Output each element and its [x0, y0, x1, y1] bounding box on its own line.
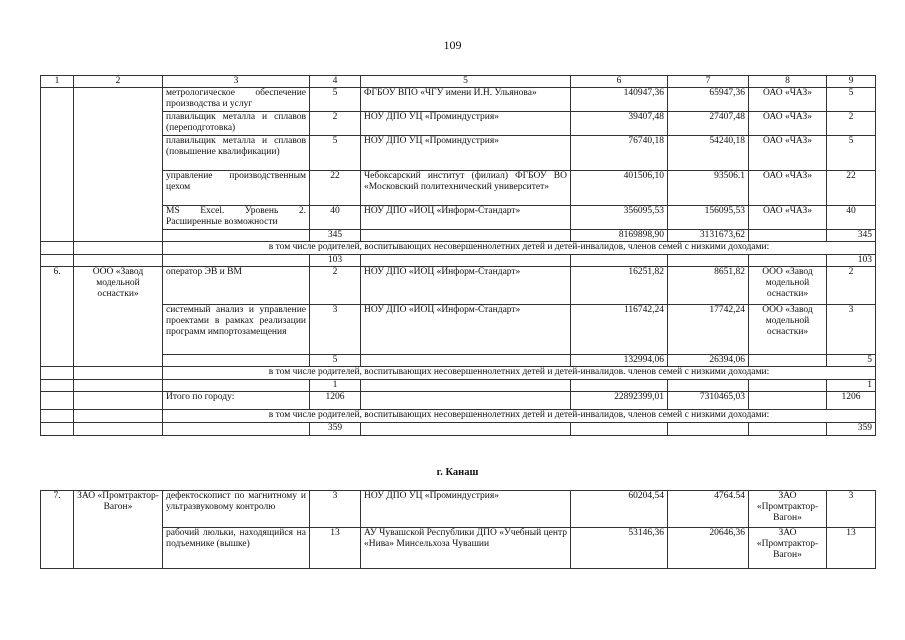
employer-cell: ОАО «ЧАЗ» [749, 88, 827, 112]
provider-cell: НОУ ДПО «ИОЦ «Информ-Стандарт» [361, 267, 571, 305]
city-title: г. Канаш [436, 467, 479, 478]
empty-cell [41, 380, 74, 392]
provider-cell: НОУ ДПО УЦ «Проминдустрия» [361, 491, 571, 528]
empty-cell [749, 392, 827, 410]
subsidy-cell: 4764.54 [668, 491, 749, 528]
empty-cell [41, 423, 74, 436]
table-row [41, 171, 876, 206]
city-total-subsidy: 7310465,03 [668, 392, 749, 410]
provider-cell: АУ Чувашской Республики ДПО «Учебный центр «Нива» Минсельхоза Чувашии [361, 528, 571, 569]
cost-cell: 116742,24 [571, 305, 668, 355]
empty-cell [361, 355, 571, 367]
table-row [41, 88, 876, 112]
employed-cell: 40 [827, 206, 876, 230]
employed-cell: 2 [827, 112, 876, 136]
count-cell: 40 [310, 206, 361, 230]
course-cell: плавильщик металла и сплавов (переподготовка) [163, 112, 310, 136]
header-cell: 5 [361, 76, 571, 88]
empty-cell [163, 355, 310, 367]
page-number: 109 [443, 38, 462, 52]
empty-cell [163, 255, 310, 267]
empty-cell [749, 355, 827, 367]
empty-cell [668, 255, 749, 267]
subtotal-employed: 345 [827, 230, 876, 242]
employed-cell: 5 [827, 136, 876, 171]
count-cell: 5 [310, 88, 361, 112]
org-cell [74, 88, 163, 242]
empty-cell [668, 380, 749, 392]
course-cell: рабочий люльки, находящийся на подъемнике (вышке) [163, 528, 310, 569]
note-row [41, 367, 876, 380]
subtotal-employed: 5 [827, 355, 876, 367]
empty-cell [74, 242, 163, 255]
subtotal-row [41, 355, 876, 367]
empty-cell [361, 392, 571, 410]
empty-cell [749, 423, 827, 436]
subsidy-cell: 17742,24 [668, 305, 749, 355]
empty-cell [571, 380, 668, 392]
course-cell: дефектоскопист по магнитному и ультразвуковому контролю [163, 491, 310, 528]
count-cell: 2 [310, 267, 361, 305]
parents-employed: 359 [827, 423, 876, 436]
employer-cell: ОАО «ЧАЗ» [749, 136, 827, 171]
provider-cell: ФГБОУ ВПО «ЧГУ имени И.Н. Ульянова» [361, 88, 571, 112]
empty-cell [571, 423, 668, 436]
table-row [41, 491, 876, 528]
header-cell: 2 [74, 76, 163, 88]
count-cell: 22 [310, 171, 361, 206]
training-table-kanash [40, 490, 876, 569]
cost-cell: 39407,48 [571, 112, 668, 136]
subtotal-subsidy: 3131673,62 [668, 230, 749, 242]
parents-row [41, 380, 876, 392]
subsidy-cell: 27407,48 [668, 112, 749, 136]
parents-note: в том числе родителей, воспитывающих несовершеннолетних детей и детей-инвалидов, членов семей с низкими доходами: [163, 242, 876, 255]
empty-cell [41, 242, 74, 255]
provider-cell: НОУ ДПО УЦ «Проминдустрия» [361, 112, 571, 136]
empty-cell [74, 380, 163, 392]
course-cell: оператор ЭВ и ВМ [163, 267, 310, 305]
provider-cell: Чебоксарский институт (филиал) ФГБОУ ВО «Московский политехнический университет» [361, 171, 571, 206]
course-cell: MS Excel. Уровень 2. Расширенные возможности [163, 206, 310, 230]
empty-cell [361, 423, 571, 436]
employer-cell: ОАО «ЧАЗ» [749, 112, 827, 136]
parents-employed: 103 [827, 255, 876, 267]
empty-cell [41, 255, 74, 267]
org-cell: ЗАО «Промтрактор-Вагон» [74, 491, 163, 569]
cost-cell: 140947,36 [571, 88, 668, 112]
employed-cell: 5 [827, 88, 876, 112]
empty-cell [41, 367, 74, 380]
employer-cell: ЗАО «Промтрактор-Вагон» [749, 528, 827, 569]
empty-cell [74, 255, 163, 267]
provider-cell: НОУ ДПО «ИОЦ «Информ-Стандарт» [361, 206, 571, 230]
city-total-count: 1206 [310, 392, 361, 410]
cost-cell: 356095,53 [571, 206, 668, 230]
note-row [41, 242, 876, 255]
count-cell: 3 [310, 305, 361, 355]
header-cell: 6 [571, 76, 668, 88]
table-row [41, 136, 876, 171]
empty-cell [163, 423, 310, 436]
subtotal-row [41, 230, 876, 242]
employer-cell: ОАО «ЧАЗ» [749, 171, 827, 206]
cost-cell: 53146,36 [571, 528, 668, 569]
subtotal-cost: 8169898,90 [571, 230, 668, 242]
empty-cell [74, 367, 163, 380]
course-cell: метрологическое обеспечение производства и услуг [163, 88, 310, 112]
employer-cell: ООО «Завод модельной оснастки» [749, 305, 827, 355]
course-cell: плавильщик металла и сплавов (повышение квалификации) [163, 136, 310, 171]
employed-cell: 13 [827, 528, 876, 569]
employed-cell: 3 [827, 305, 876, 355]
training-table [40, 75, 876, 436]
employer-cell: ЗАО «Промтрактор-Вагон» [749, 491, 827, 528]
parents-note: в том числе родителей, воспитывающих несовершеннолетних детей и детей-инвалидов, членов семей с низкими доходами: [163, 410, 876, 423]
count-cell: 3 [310, 491, 361, 528]
empty-cell [361, 230, 571, 242]
parents-note: в том числе родителей, воспитывающих несовершеннолетних детей и детей-инвалидов. членов семей с низкими доходами: [163, 367, 876, 380]
header-cell: 7 [668, 76, 749, 88]
provider-cell: НОУ ДПО УЦ «Проминдустрия» [361, 136, 571, 171]
parents-count: 1 [310, 380, 361, 392]
header-cell: 9 [827, 76, 876, 88]
parents-row [41, 255, 876, 267]
empty-cell [74, 410, 163, 423]
parents-count: 359 [310, 423, 361, 436]
subtotal-cost: 132994,06 [571, 355, 668, 367]
subsidy-cell: 20646,36 [668, 528, 749, 569]
table-row [41, 267, 876, 305]
cost-cell: 401506,10 [571, 171, 668, 206]
empty-cell [361, 380, 571, 392]
subsidy-cell: 65947,36 [668, 88, 749, 112]
empty-cell [163, 230, 310, 242]
table-row [41, 528, 876, 569]
employed-cell: 2 [827, 267, 876, 305]
header-cell: 4 [310, 76, 361, 88]
empty-cell [74, 392, 163, 410]
subsidy-cell: 93506.1 [668, 171, 749, 206]
subtotal-subsidy: 26394,06 [668, 355, 749, 367]
cost-cell: 60204,54 [571, 491, 668, 528]
employer-cell: ОАО «ЧАЗ» [749, 206, 827, 230]
subsidy-cell: 8651,82 [668, 267, 749, 305]
num-cell: 6. [41, 267, 74, 367]
employed-cell: 3 [827, 491, 876, 528]
count-cell: 13 [310, 528, 361, 569]
table-row [41, 206, 876, 230]
header-cell: 3 [163, 76, 310, 88]
org-cell: ООО «Завод модельной оснастки» [74, 267, 163, 367]
header-row [41, 76, 876, 88]
empty-cell [749, 380, 827, 392]
cost-cell: 16251,82 [571, 267, 668, 305]
subtotal-count: 345 [310, 230, 361, 242]
table-row [41, 112, 876, 136]
header-cell: 8 [749, 76, 827, 88]
empty-cell [668, 423, 749, 436]
num-cell: 7. [41, 491, 74, 569]
count-cell: 2 [310, 112, 361, 136]
parents-employed: 1 [827, 380, 876, 392]
empty-cell [41, 392, 74, 410]
employer-cell: ООО «Завод модельной оснастки» [749, 267, 827, 305]
empty-cell [74, 423, 163, 436]
city-total-label: Итого по городу: [163, 392, 310, 410]
city-total-row [41, 392, 876, 410]
provider-cell: НОУ ДПО «ИОЦ «Информ-Стандарт» [361, 305, 571, 355]
empty-cell [749, 255, 827, 267]
empty-cell [41, 410, 74, 423]
empty-cell [571, 255, 668, 267]
empty-cell [163, 380, 310, 392]
header-cell: 1 [41, 76, 74, 88]
course-cell: управление производственным цехом [163, 171, 310, 206]
city-total-cost: 22892399,01 [571, 392, 668, 410]
parents-count: 103 [310, 255, 361, 267]
parents-row [41, 423, 876, 436]
course-cell: системный анализ и управление проектами в рамках реализации программ импортозамещения [163, 305, 310, 355]
count-cell: 5 [310, 136, 361, 171]
subtotal-count: 5 [310, 355, 361, 367]
cost-cell: 76740,18 [571, 136, 668, 171]
subsidy-cell: 156095,53 [668, 206, 749, 230]
empty-cell [749, 230, 827, 242]
empty-cell [361, 255, 571, 267]
table-row [41, 305, 876, 355]
employed-cell: 22 [827, 171, 876, 206]
note-row [41, 410, 876, 423]
city-total-employed: 1206 [827, 392, 876, 410]
num-cell [41, 88, 74, 242]
subsidy-cell: 54240,18 [668, 136, 749, 171]
